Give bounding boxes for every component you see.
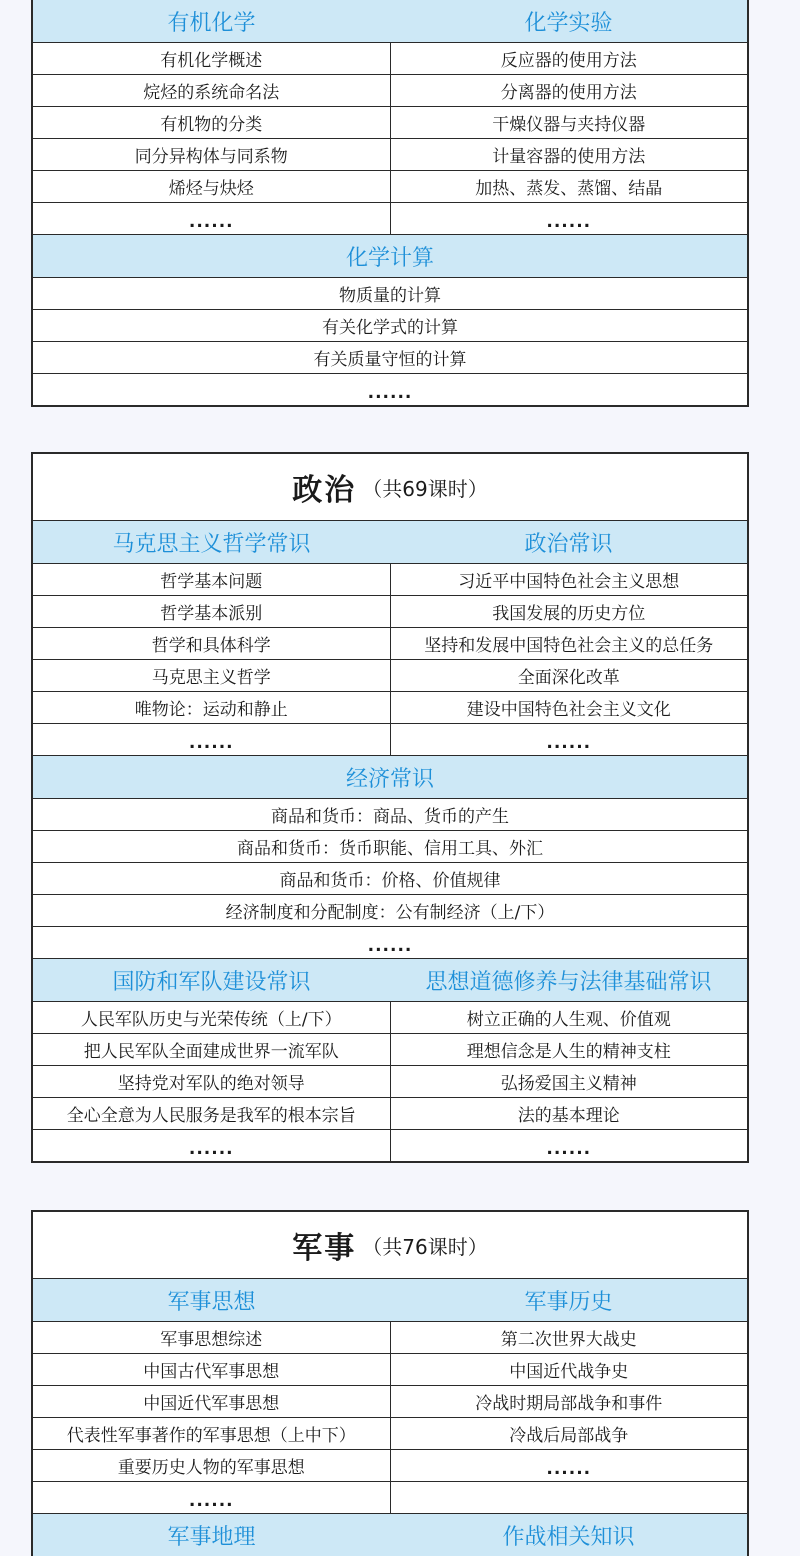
- subject-title: 军事: [292, 1231, 357, 1266]
- table-row: [33, 1386, 747, 1418]
- table-cell: 哲学基本派别: [160, 604, 263, 624]
- table-cell: 计量容器的使用方法: [390, 139, 748, 170]
- ellipsis-cell: ......: [390, 203, 748, 234]
- table-cell: 商品和货币：商品、货币的产生: [271, 807, 509, 827]
- section-title-military-thought: 军事思想: [167, 1289, 256, 1315]
- table-row: [33, 278, 747, 310]
- table-cell: 唯物论：运动和静止: [134, 700, 288, 720]
- table-row: [33, 43, 747, 75]
- ellipsis-cell: ......: [390, 1450, 748, 1481]
- table-cell: 冷战后局部战争: [390, 1418, 748, 1449]
- table-cell: 有关质量守恒的计算: [313, 350, 467, 370]
- section-title-military-geography: 军事地理: [167, 1524, 256, 1550]
- table-cell: 坚持和发展中国特色社会主义的总任务: [390, 628, 748, 659]
- table-cell: 全心全意为人民服务是我军的根本宗旨: [66, 1106, 356, 1126]
- table-row: [33, 203, 747, 235]
- politics-title-row: [33, 454, 747, 521]
- table-cell: 反应器的使用方法: [390, 43, 748, 74]
- table-row: [33, 139, 747, 171]
- table-cell: 建设中国特色社会主义文化: [390, 692, 748, 723]
- table-cell: 分离器的使用方法: [390, 75, 748, 106]
- table-cell: 第二次世界大战史: [390, 1322, 748, 1353]
- table-cell: 我国发展的历史方位: [390, 596, 748, 627]
- section-title-morality-law: 思想道德修养与法律基础常识: [425, 969, 712, 995]
- table-cell: 习近平中国特色社会主义思想: [390, 564, 748, 595]
- subject-hours: （共69课时）: [362, 476, 488, 501]
- chemistry-section-header: [33, 0, 747, 43]
- military-section-header-2: [33, 1514, 747, 1556]
- table-row: [33, 596, 747, 628]
- section-title-national-defense: 国防和军队建设常识: [112, 969, 311, 995]
- table-row: [33, 564, 747, 596]
- table-cell: 同分异构体与同系物: [134, 147, 288, 167]
- section-title-political-knowledge: 政治常识: [524, 531, 613, 557]
- table-row: [33, 660, 747, 692]
- table-cell: 中国古代军事思想: [143, 1362, 280, 1382]
- table-cell: 人民军队历史与光荣传统（上/下）: [80, 1010, 342, 1030]
- table-row: [33, 863, 747, 895]
- table-row: [33, 628, 747, 660]
- table-row: [33, 1482, 747, 1514]
- subject-hours: （共76课时）: [362, 1234, 488, 1259]
- politics-econ-rows: [33, 799, 747, 959]
- table-cell: 弘扬爱国主义精神: [390, 1066, 748, 1097]
- section-title-combat-knowledge: 作战相关知识: [502, 1524, 635, 1550]
- section-title-military-history: 军事历史: [524, 1289, 613, 1315]
- table-cell: 代表性军事著作的军事思想（上中下）: [66, 1426, 356, 1446]
- table-row: [33, 374, 747, 405]
- chemistry-calc-rows: [33, 278, 747, 405]
- table-cell: 加热、蒸发、蒸馏、结晶: [390, 171, 748, 202]
- table-cell: 经济制度和分配制度：公有制经济（上/下）: [225, 903, 555, 923]
- table-row: [33, 1130, 747, 1161]
- table-cell: 中国近代军事思想: [143, 1394, 280, 1414]
- politics-card: [31, 452, 749, 1163]
- table-row: [33, 171, 747, 203]
- table-cell: 马克思主义哲学: [151, 668, 271, 688]
- table-row: [33, 1450, 747, 1482]
- table-row: [33, 310, 747, 342]
- politics-section-header-2: [33, 959, 747, 1002]
- table-row: [33, 75, 747, 107]
- table-cell: 全面深化改革: [390, 660, 748, 691]
- table-cell: 法的基本理论: [390, 1098, 748, 1129]
- table-cell: 商品和货币：价格、价值规律: [279, 871, 501, 891]
- table-row: [33, 1066, 747, 1098]
- table-row: [33, 799, 747, 831]
- section-title-marxist-philosophy: 马克思主义哲学常识: [112, 531, 311, 557]
- section-title-economics: 经济常识: [345, 766, 434, 792]
- military-title-row: [33, 1212, 747, 1279]
- ellipsis-cell: ......: [188, 1138, 234, 1159]
- table-row: [33, 1034, 747, 1066]
- military-section-header-1: [33, 1279, 747, 1322]
- table-cell: 把人民军队全面建成世界一流军队: [83, 1042, 339, 1062]
- table-row: [33, 692, 747, 724]
- table-row: [33, 342, 747, 374]
- table-row: [33, 927, 747, 959]
- table-row: [33, 831, 747, 863]
- politics-section-header-1: [33, 521, 747, 564]
- ellipsis-cell: ......: [188, 732, 234, 753]
- subject-title: 政治: [292, 473, 357, 508]
- military-card: [31, 1210, 749, 1556]
- table-cell: 中国近代战争史: [390, 1354, 748, 1385]
- military-rows-1: [33, 1322, 747, 1514]
- section-title-chemistry-calculation: 化学计算: [345, 245, 434, 271]
- ellipsis-cell: ......: [188, 211, 234, 232]
- table-row: [33, 895, 747, 927]
- table-cell: 干燥仪器与夹持仪器: [390, 107, 748, 138]
- ellipsis-cell: ......: [390, 724, 748, 755]
- ellipsis-cell: ......: [367, 935, 413, 956]
- table-cell: 重要历史人物的军事思想: [117, 1458, 305, 1478]
- table-cell: 哲学和具体科学: [151, 636, 271, 656]
- table-row: [33, 1322, 747, 1354]
- table-cell: 理想信念是人生的精神支柱: [390, 1034, 748, 1065]
- table-cell: 军事思想综述: [160, 1330, 263, 1350]
- table-cell: 冷战时期局部战争和事件: [390, 1386, 748, 1417]
- table-row: [33, 1002, 747, 1034]
- table-cell: 树立正确的人生观、价值观: [390, 1002, 748, 1033]
- table-cell: 烯烃与炔烃: [168, 179, 254, 199]
- table-cell: 坚持党对军队的绝对领导: [117, 1074, 305, 1094]
- chemistry-rows: [33, 43, 747, 235]
- table-cell: 有关化学式的计算: [322, 318, 458, 338]
- table-cell: [390, 1482, 748, 1513]
- chemistry-card: [31, 0, 749, 407]
- table-cell: 烷烃的系统命名法: [143, 83, 280, 103]
- table-row: [33, 724, 747, 756]
- section-title-chemistry-experiment: 化学实验: [524, 10, 613, 36]
- table-cell: 有机物的分类: [160, 115, 263, 135]
- table-cell: 哲学基本问题: [160, 572, 263, 592]
- ellipsis-cell: ......: [367, 382, 413, 403]
- chemistry-calc-header: [33, 235, 747, 278]
- table-cell: 有机化学概述: [160, 51, 263, 71]
- section-title-organic-chemistry: 有机化学: [167, 10, 256, 36]
- table-row: [33, 1098, 747, 1130]
- politics-rows-1: [33, 564, 747, 756]
- politics-rows-2: [33, 1002, 747, 1161]
- table-cell: 商品和货币：货币职能、信用工具、外汇: [237, 839, 543, 859]
- ellipsis-cell: ......: [188, 1490, 234, 1511]
- politics-econ-header: [33, 756, 747, 799]
- table-cell: 物质量的计算: [339, 286, 441, 306]
- table-row: [33, 1354, 747, 1386]
- table-row: [33, 107, 747, 139]
- ellipsis-cell: ......: [390, 1130, 748, 1161]
- table-row: [33, 1418, 747, 1450]
